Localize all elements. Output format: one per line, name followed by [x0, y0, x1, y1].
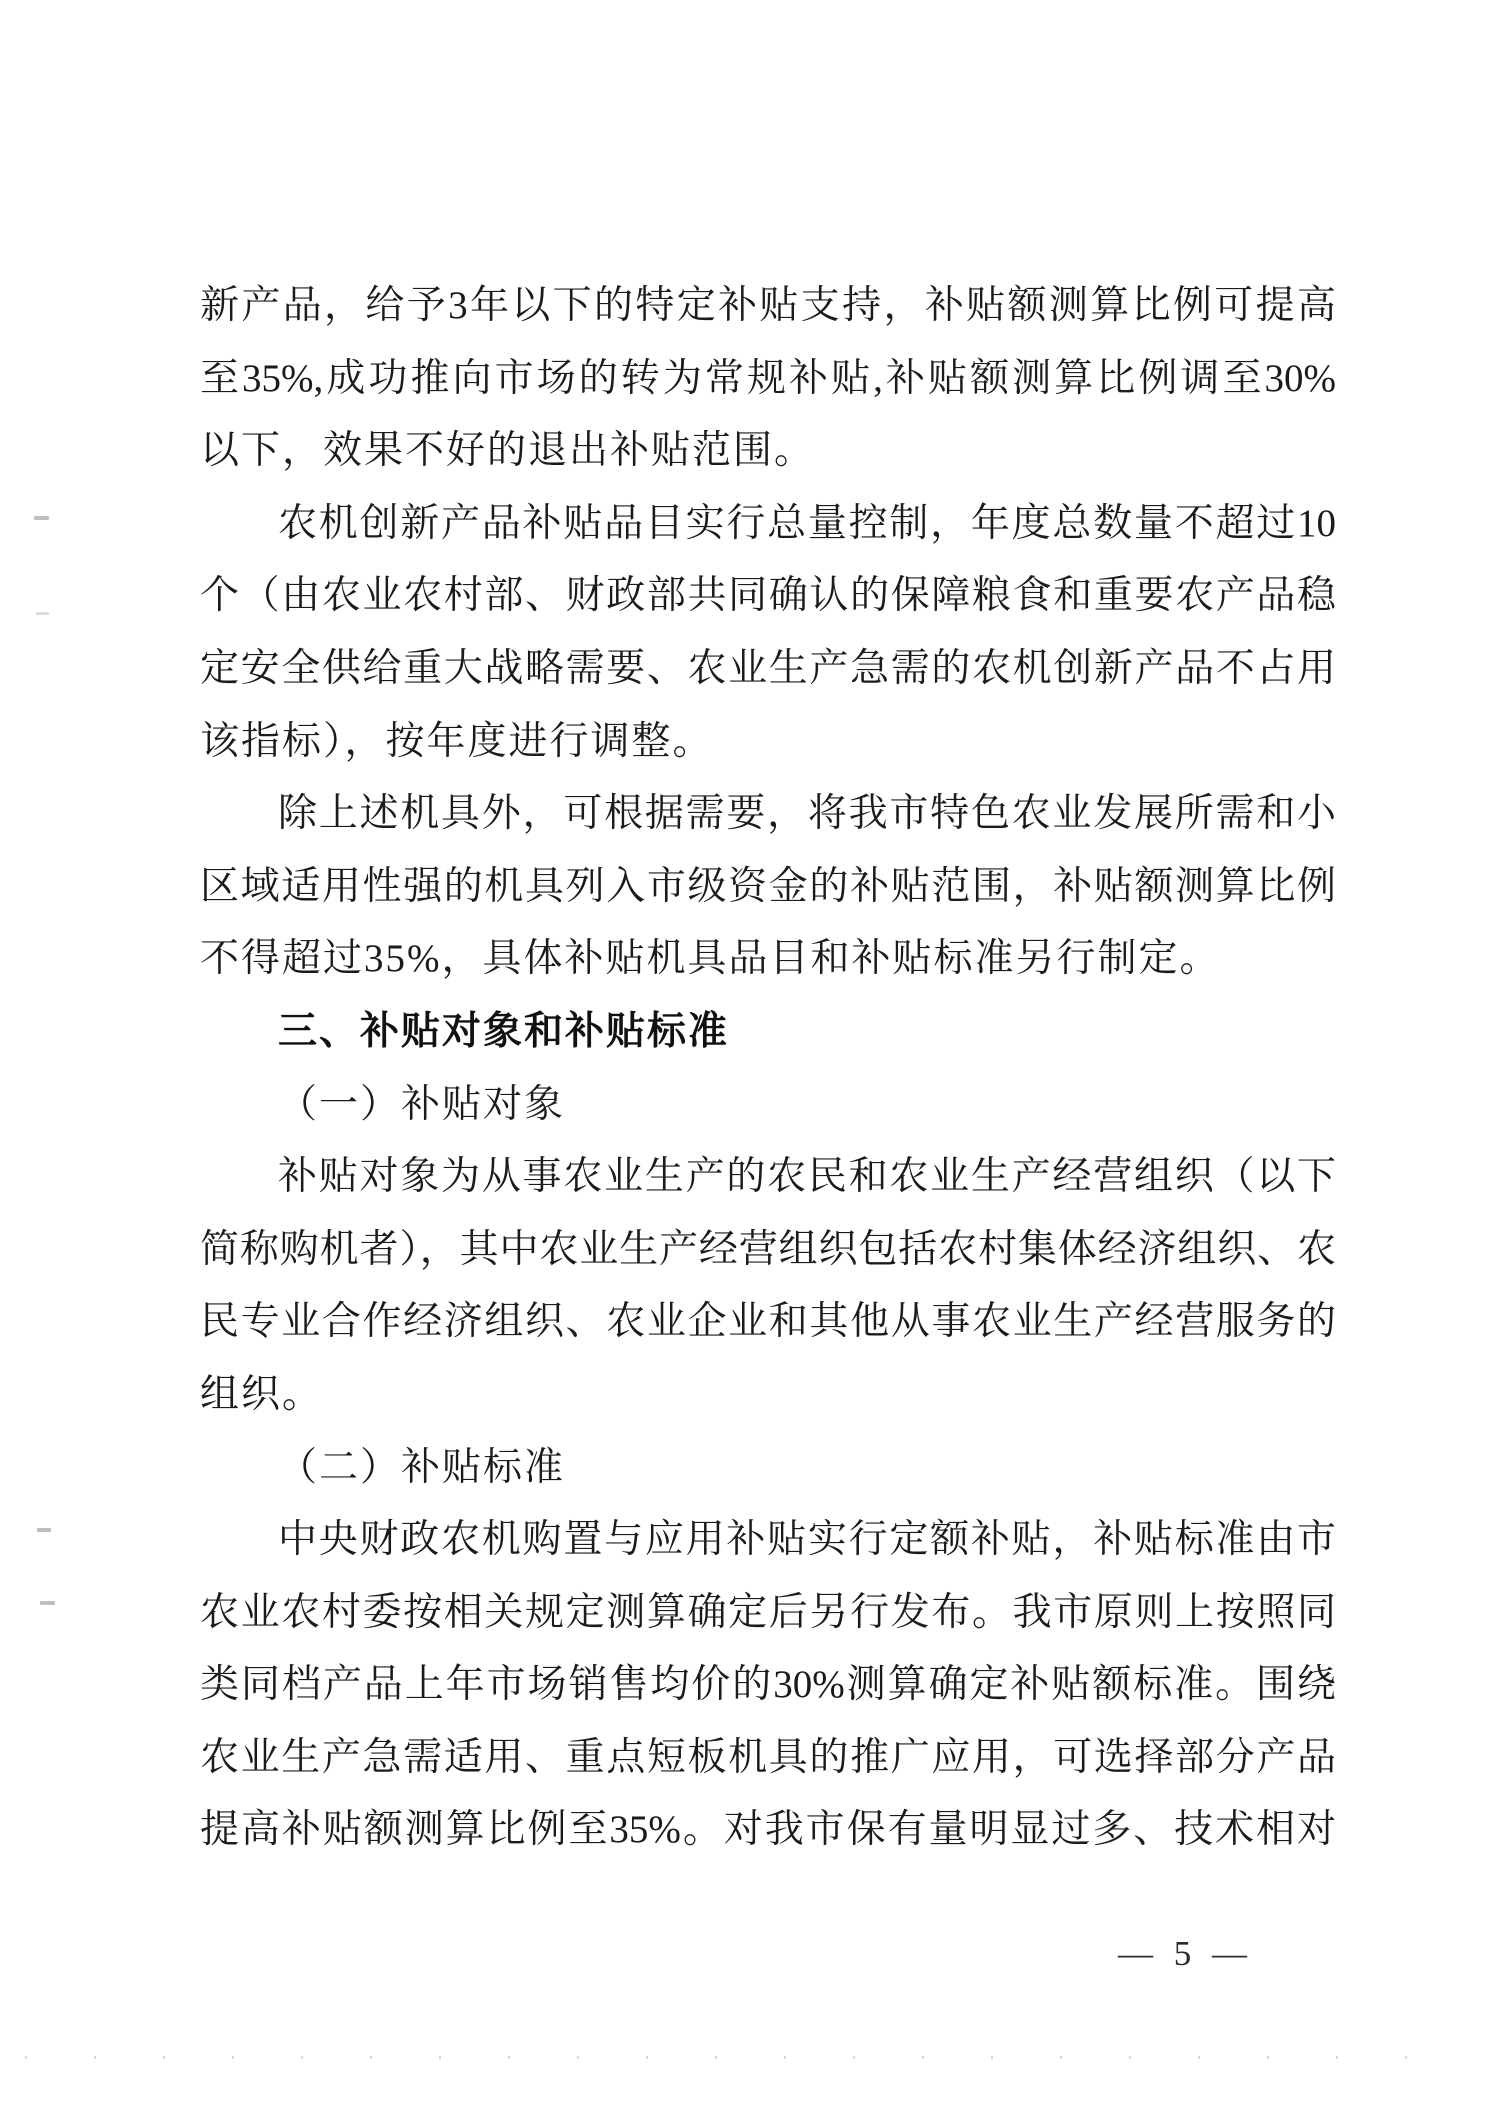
body-line: 农业农村委按相关规定测算确定后另行发布。我市原则上按照同 [200, 1590, 1336, 1634]
body-line: 组织。 [200, 1372, 324, 1416]
body-line: 定安全供给重大战略需要、农业生产急需的农机创新产品不占用 [200, 646, 1336, 690]
scan-perforation-dots [25, 2056, 1465, 2059]
body-line: 个（由农业农村部、财政部共同确认的保障粮食和重要农产品稳 [200, 574, 1336, 618]
document-body [200, 270, 1336, 1867]
scan-artifact [34, 516, 49, 520]
body-line: 除上述机具外，可根据需要，将我市特色农业发展所需和小 [278, 792, 1336, 836]
scan-artifact [40, 1601, 55, 1605]
body-line: 至35%,成功推向市场的转为常规补贴,补贴额测算比例调至30% [200, 356, 1336, 400]
body-line: 简称购机者），其中农业生产经营组织包括农村集体经济组织、农 [200, 1227, 1336, 1271]
body-line: 区域适用性强的机具列入市级资金的补贴范围，补贴额测算比例 [200, 864, 1336, 908]
subsection-heading: （一）补贴对象 [278, 1082, 566, 1126]
body-line: 农业生产急需适用、重点短板机具的推广应用，可选择部分产品 [200, 1735, 1336, 1779]
body-line: 新产品，给予3年以下的特定补贴支持，补贴额测算比例可提高 [200, 284, 1336, 327]
subsection-heading: （二）补贴标准 [278, 1445, 566, 1489]
body-line: 中央财政农机购置与应用补贴实行定额补贴，补贴标准由市 [278, 1518, 1336, 1562]
scan-artifact [36, 612, 49, 615]
section-heading: 三、补贴对象和补贴标准 [278, 1009, 730, 1053]
page-number: — 5 — [1118, 1934, 1253, 1973]
body-line: 以下，效果不好的退出补贴范围。 [200, 429, 816, 473]
body-line: 类同档产品上年市场销售均价的30%测算确定补贴额标准。围绕 [200, 1663, 1336, 1707]
body-line: 补贴对象为从事农业生产的农民和农业生产经营组织（以下 [278, 1155, 1336, 1199]
scan-artifact [37, 1528, 51, 1532]
body-line: 农机创新产品补贴品目实行总量控制，年度总数量不超过10 [278, 501, 1336, 545]
body-line: 该指标），按年度进行调整。 [200, 719, 714, 763]
body-line: 不得超过35%，具体补贴机具品目和补贴标准另行制定。 [200, 937, 1221, 981]
body-line: 民专业合作经济组织、农业企业和其他从事农业生产经营服务的 [200, 1300, 1336, 1344]
body-line: 提高补贴额测算比例至35%。对我市保有量明显过多、技术相对 [200, 1808, 1336, 1852]
